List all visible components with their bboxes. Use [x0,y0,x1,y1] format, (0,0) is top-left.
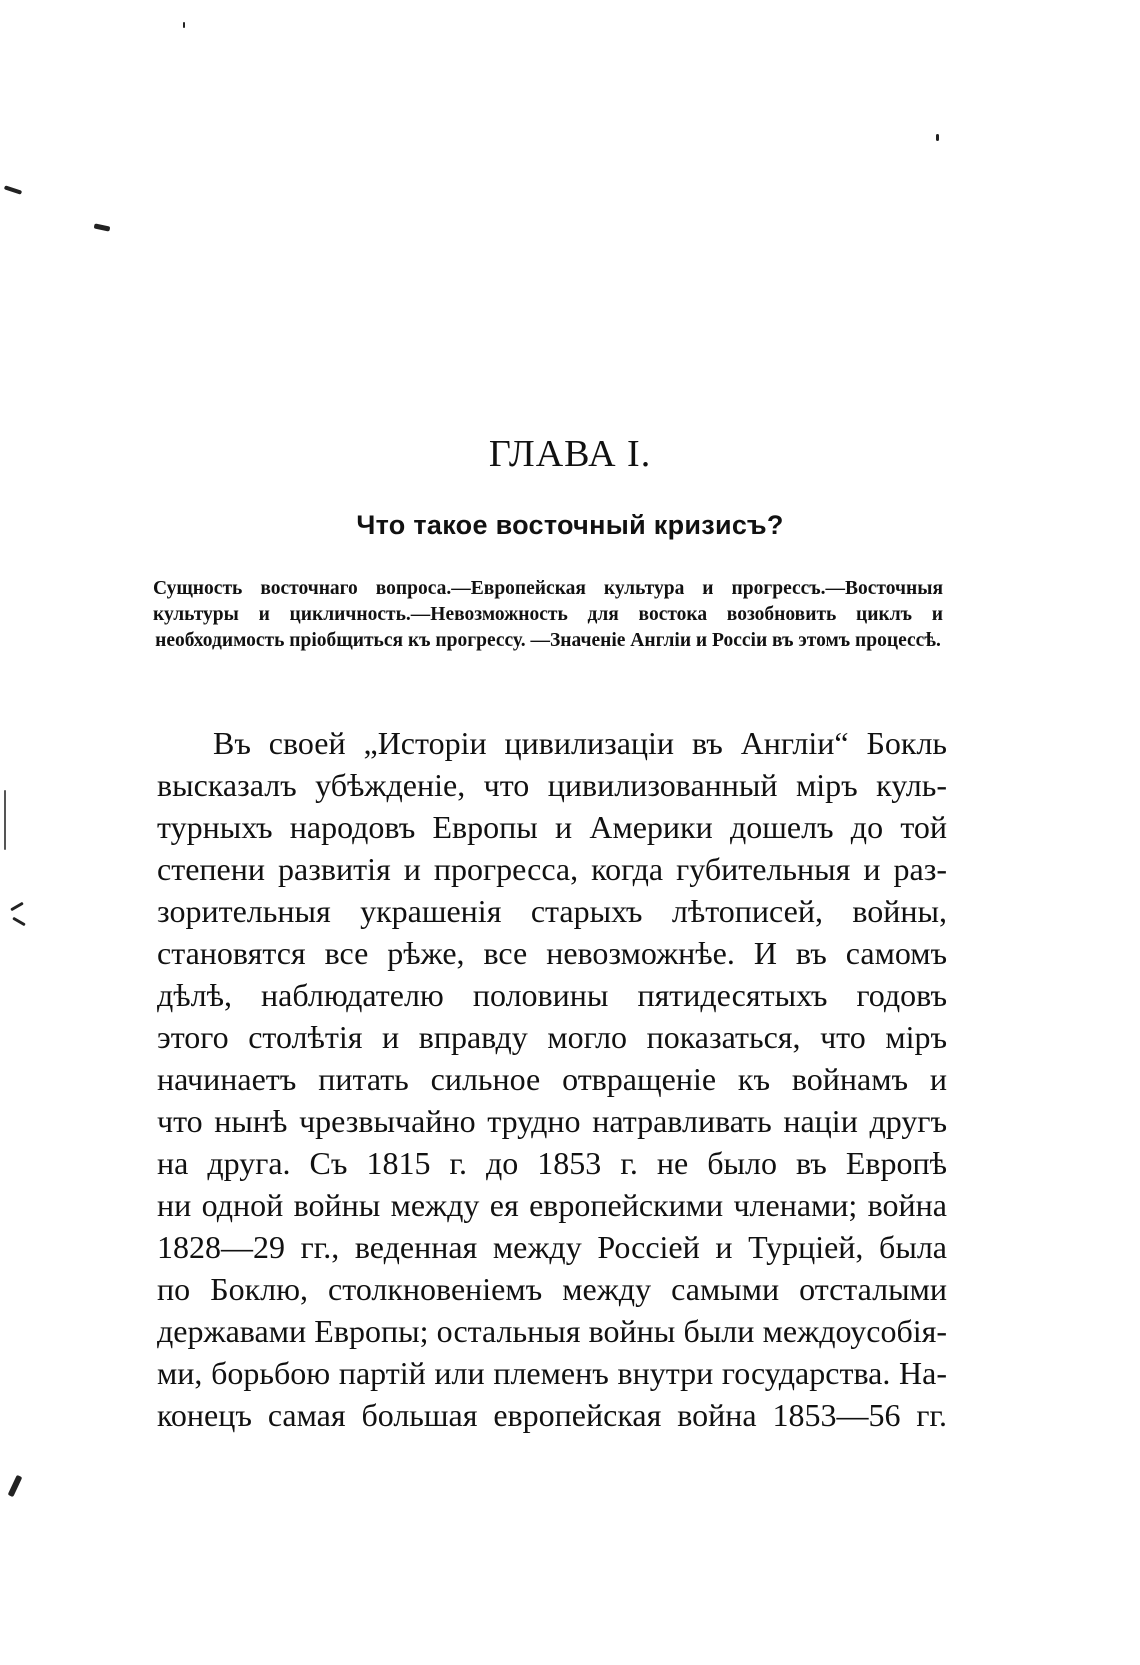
text-line: что нынѣ чрезвычайно трудно натравливать націи другъ [157,1103,947,1139]
chapter-title: ГЛАВА I. [488,433,652,475]
text-line: начинаетъ питать сильное отвращеніе къ войнамъ и [157,1061,947,1097]
text-line: на друга. Съ 1815 г. до 1853 г. не было въ Европѣ [157,1145,947,1181]
text-line: становятся все рѣже, все невозможнѣе. И въ самомъ [157,935,947,971]
text-line: ни одной войны между ея европейскими членами; война [157,1187,947,1223]
scan-speck [94,223,111,231]
text-line: степени развитія и прогресса, когда губительныя и раз- [157,851,947,887]
text-line: дѣлѣ, наблюдателю половины пятидесятыхъ годовъ [157,977,947,1013]
text-line: зорительныя украшенія старыхъ лѣтописей, войны, [157,893,947,929]
body-paragraph [157,722,947,1436]
scan-speck [8,1475,23,1497]
chapter-subtitle: Что такое восточный кризисъ? [356,510,784,540]
text-line: по Боклю, столкновеніемъ между самыми отсталыми [157,1271,947,1307]
scan-speck [4,185,22,194]
text-line: этого столѣтія и вправду могло показаться, что міръ [157,1019,947,1055]
scan-speck [12,917,26,927]
text-line: конецъ самая большая европейская война 1853—56 гг. [157,1397,947,1433]
text-line: ми, борьбою партій или племенъ внутри государства. На- [157,1355,947,1391]
scan-speck [4,790,6,850]
scan-speck [936,134,939,141]
scan-speck [183,22,185,28]
text-line: державами Европы; остальныя войны были междоусобія- [157,1313,947,1349]
text-line: 1828—29 гг., веденная между Россіей и Турціей, была [157,1229,947,1265]
text-line: турныхъ народовъ Европы и Америки дошелъ до той [157,809,947,845]
text-line: высказалъ убѣжденіе, что цивилизованный міръ куль- [157,767,947,803]
scan-speck [10,902,24,912]
chapter-summary: Сущность восточнаго вопроса.—Европейская культура и прогрессъ.—Восточныя культуры и цикличность.—Невозможность для востока возобновить циклъ и необходимость пріобщиться къ прогрессу. —Значеніе Англіи и Россіи въ этомъ процессѣ. [153,578,943,651]
text-line: Въ своей „Исторіи цивилизаціи въ Англіи“ Бокль [213,725,947,761]
